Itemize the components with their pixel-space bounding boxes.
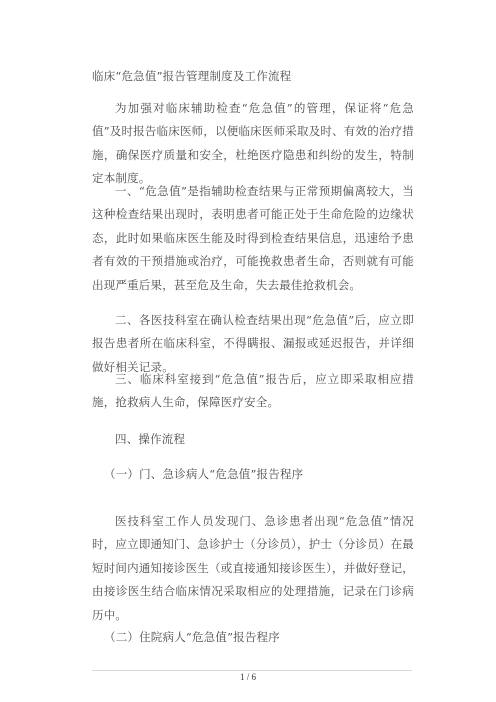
- paragraph-intro: 为加强对临床辅助检查“危急值”的管理，保证将“危急值”及时报告临床医师，以便临床医师采取及时、有效的治疗措施，确保医疗质量和安全，杜绝医疗隐患和纠纷的发生，特制定本制度。: [92, 101, 414, 186]
- paragraph-subsection-1-body: 医技科室工作人员发现门、急诊患者出现“危急值”情况时，应立即通知门、急诊护士（分诊员），护士（分诊员）在最短时间内通知接诊医生（或直接通知接诊医生），并做好登记，由接诊医生结合临床情况采取相应的处理措施，记录在门诊病历中。: [92, 514, 414, 622]
- paragraph-section-3: 三、临床科室接到“危急值”报告后，应立即采取相应措施，抢救病人生命，保障医疗安全。: [92, 372, 414, 410]
- paragraph-section-1: 一、“危急值”是指辅助检查结果与正常预期偏离较大，当这种检查结果出现时，表明患者可能正处于生命危险的边缘状态，此时如果临床医生能及时得到检查结果信息，迅速给予患者有效的干预措施或治疗，可能挽救患者生命，否则就有可能出现严重后果，甚至危及生命，失去最佳抢救机会。: [92, 184, 414, 292]
- paragraph-section-2: 二、各医技科室在确认检查结果出现“危急值”后，应立即报告患者所在临床科室，不得瞒报、漏报或延迟报告，并详细做好相关记录。: [92, 313, 414, 374]
- document-title: 临床“危急值”报告管理制度及工作流程: [92, 69, 292, 83]
- footer-divider: [92, 670, 412, 671]
- paragraph-subsection-2-heading: （二）住院病人“危急值”报告程序: [104, 630, 280, 644]
- paragraph-section-4-heading: 四、操作流程: [115, 432, 186, 446]
- page-number: 1 / 6: [239, 672, 256, 682]
- paragraph-subsection-1-heading: （一）门、急诊病人“危急值”报告程序: [104, 467, 304, 481]
